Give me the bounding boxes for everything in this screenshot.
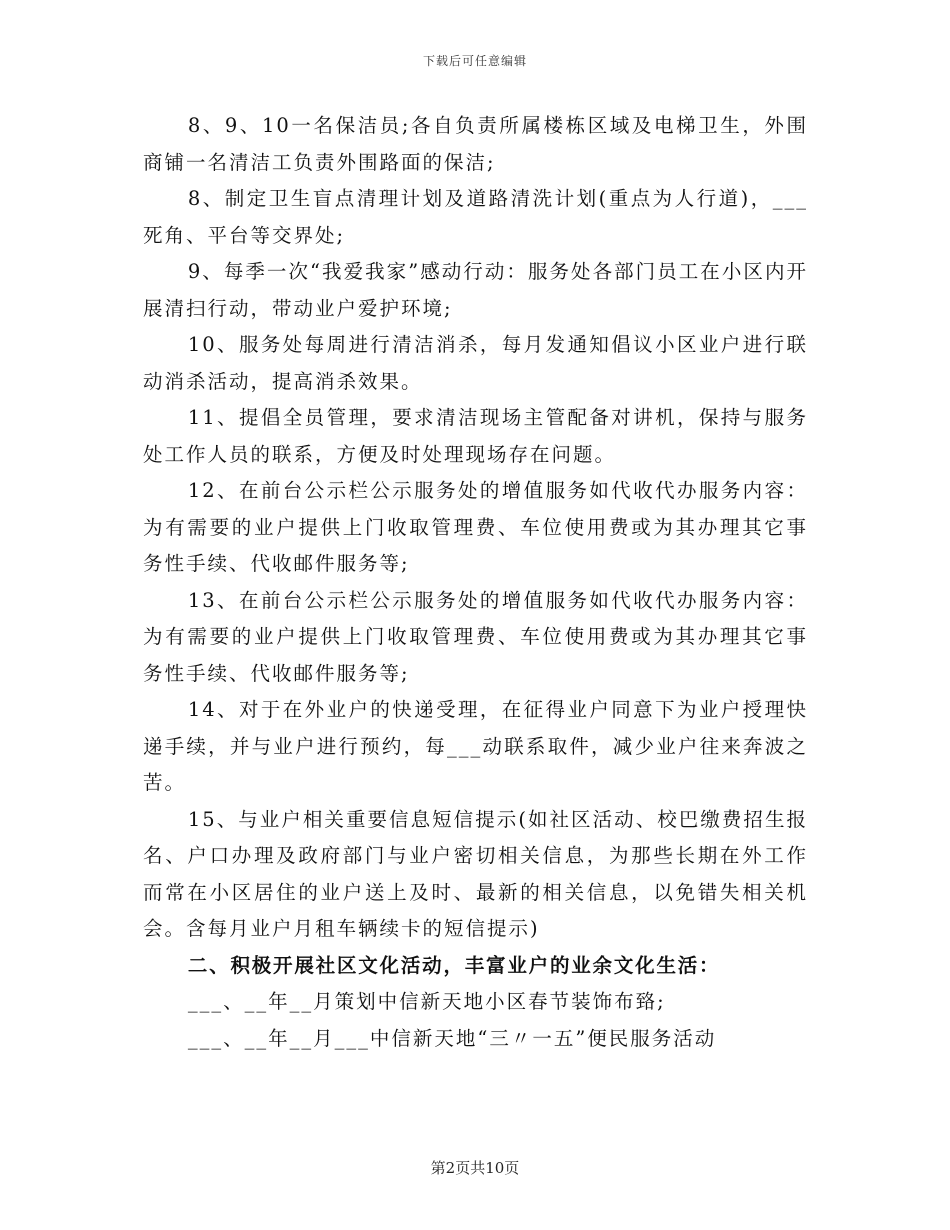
paragraph-express-delivery: 14、对于在外业户的快递受理，在征得业户同意下为业户授理快递手续，并与业户进行预约，每___动联系取件，减少业户往来奔波之苦。 xyxy=(143,698,808,794)
document-body xyxy=(143,108,808,1057)
paragraph-value-added-service-13: 13、在前台公示栏公示服务处的增值服务如代收代办服务内容：为有需要的业户提供上门收取管理费、车位使用费或为其办理其它事务性手续、代收邮件服务等; xyxy=(143,588,808,685)
paragraph-value-added-service-12: 12、在前台公示栏公示服务处的增值服务如代收代办服务内容：为有需要的业户提供上门收取管理费、车位使用费或为其办理其它事务性手续、代收邮件服务等; xyxy=(143,479,808,575)
section-heading-community-culture: 二、积极开展社区文化活动，丰富业户的业余文化生活： xyxy=(187,953,721,977)
paragraph-full-staff-management: 11、提倡全员管理，要求清洁现场主管配备对讲机，保持与服务处工作人员的联系，方便及时处理现场存在问题。 xyxy=(143,406,808,466)
paragraph-disinfection: 10、服务处每周进行清洁消杀，每月发通知倡议小区业户进行联动消杀活动，提高消杀效果。 xyxy=(143,333,808,393)
paragraph-sms-notification: 15、与业户相关重要信息短信提示(如社区活动、校巴缴费招生报名、户口办理及政府部门与业户密切相关信息，为那些长期在外工作而常在小区居住的业户送上及时、最新的相关信息，以免错失相关机会。含每月业户月租车辆续卡的短信提示) xyxy=(143,807,808,940)
list-item-convenience-service: ___、__年__月___中信新天地“三〃一五”便民服务活动 xyxy=(187,1026,717,1050)
paragraph-quarterly-action: 9、每季一次“我爱我家”感动行动：服务处各部门员工在小区内开展清扫行动，带动业户爱护环境; xyxy=(143,260,808,320)
paragraph-cleaning-plan: 8、制定卫生盲点清理计划及道路清洗计划(重点为人行道)，___死角、平台等交界处; xyxy=(143,187,808,247)
paragraph-cleaners: 8、9、10一名保洁员;各自负责所属楼栋区域及电梯卫生，外围商铺一名清洁工负责外围路面的保洁; xyxy=(143,114,808,174)
list-item-spring-festival: ___、__年__月策划中信新天地小区春节装饰布臵; xyxy=(187,990,666,1013)
page-header-note: 下载后可任意编辑 xyxy=(422,54,527,68)
page-number: 第2页共10页 xyxy=(430,1159,520,1177)
